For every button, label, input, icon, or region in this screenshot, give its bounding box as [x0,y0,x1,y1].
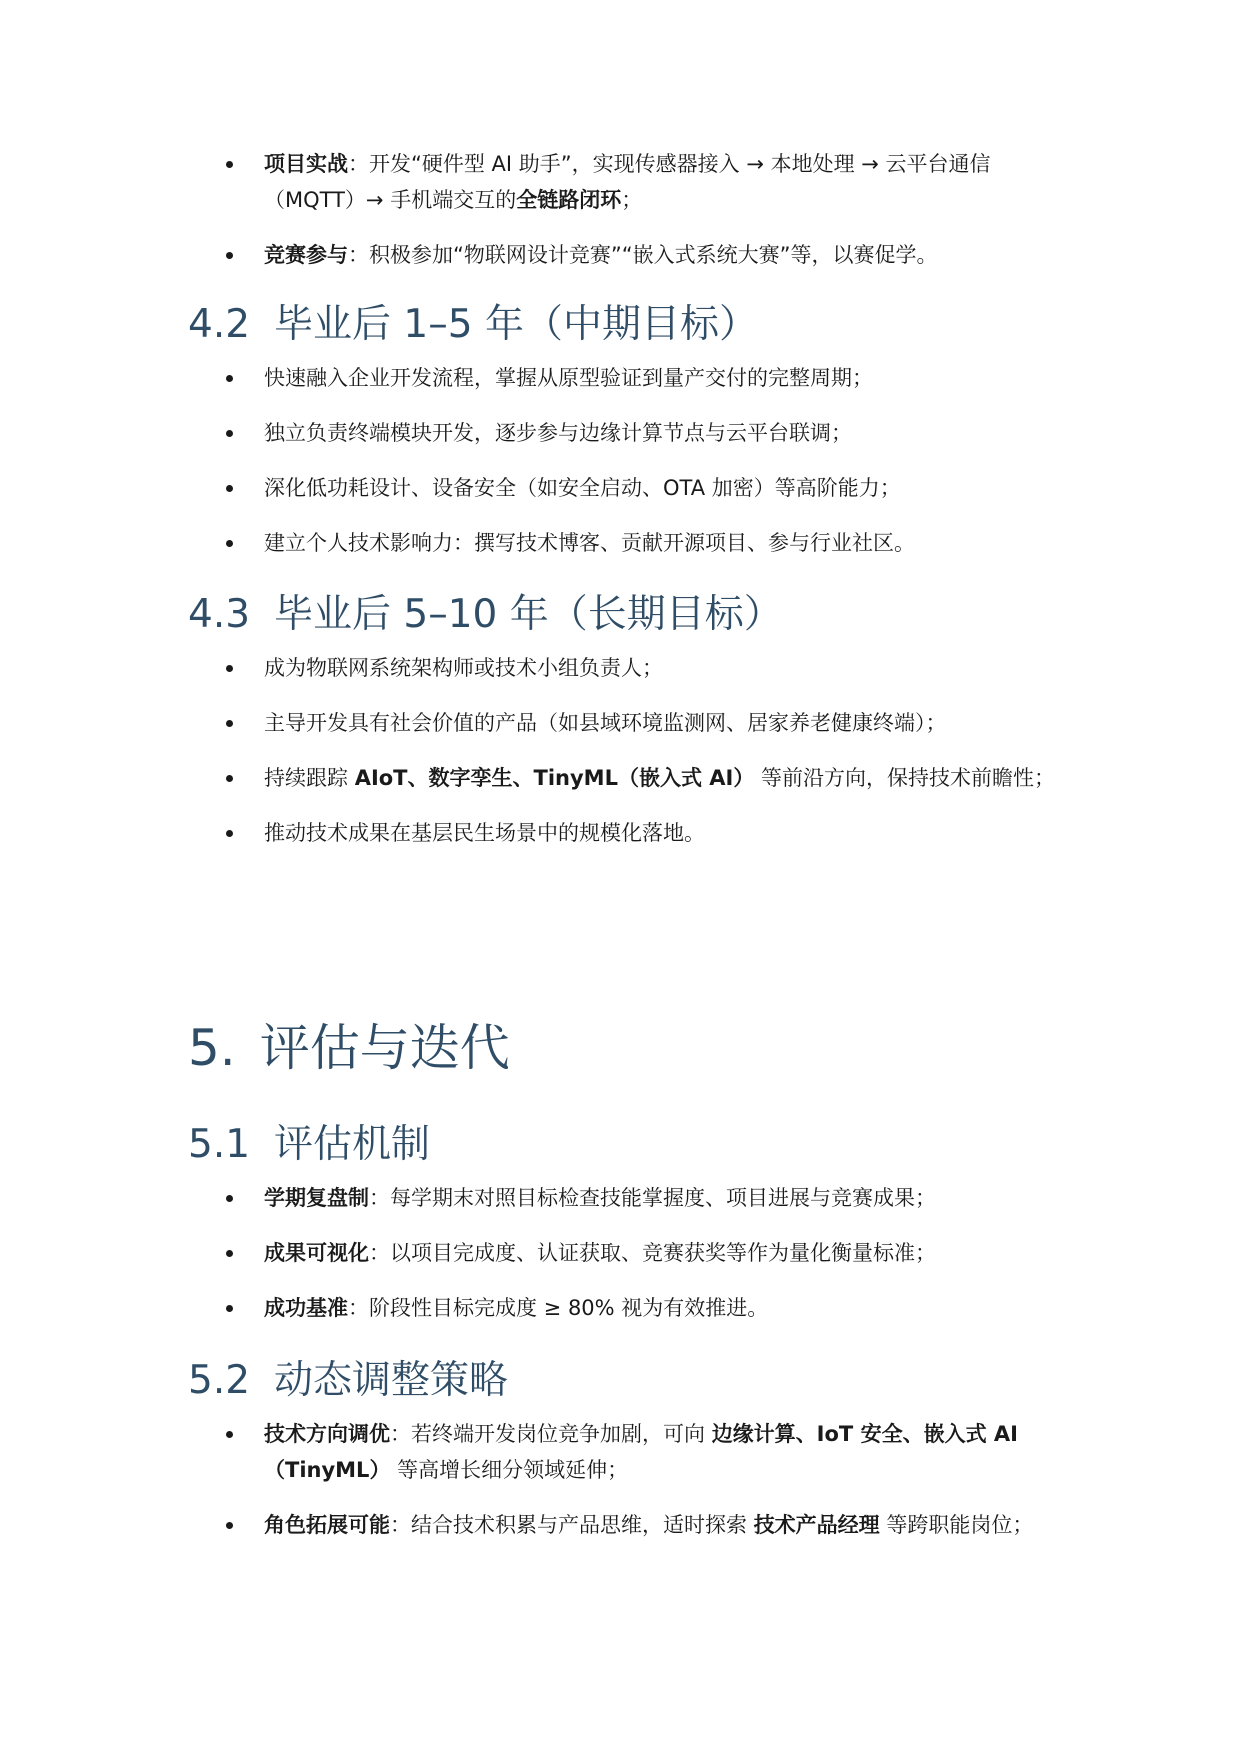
bullet-list [188,1416,1058,1543]
list-item [188,237,1058,273]
bold-term: 项目实战 [264,152,348,176]
top-bullet-section [188,146,1058,292]
item-text: ：以项目完成度、认证获取、竞赛获奖等作为量化衡量标准； [369,1241,936,1265]
bold-term: 成功基准 [264,1296,348,1320]
section-5-2 [188,1356,1058,1562]
section-heading [188,1356,1058,1406]
section-heading [188,590,1058,640]
list-item: 快速融入企业开发流程，掌握从原型验证到量产交付的完整周期； [188,360,1058,396]
item-text: ：积极参加“物联网设计竞赛”“嵌入式系统大赛”等，以赛促学。 [348,243,938,267]
list-item [188,146,1058,218]
section-heading [188,300,1058,350]
list-item: 建立个人技术影响力：撰写技术博客、贡献开源项目、参与行业社区。 [188,525,1058,561]
bold-term: 成果可视化 [264,1241,369,1265]
section-title: 毕业后 1–5 年（中期目标） [274,302,758,347]
section-5 [188,1018,1058,1078]
bold-term: AIoT、数字孪生、TinyML（嵌入式 AI） [354,766,755,790]
section-4-3 [188,590,1058,870]
item-text: 等前沿方向，保持技术前瞻性； [754,766,1056,790]
bold-term: 边缘计算、IoT 安全、嵌入式 AI（TinyML） [264,1422,1018,1482]
section-number: 4.2 [188,302,251,347]
bullet-list [188,360,1058,561]
section-number: 5.1 [188,1122,251,1167]
item-text: ：开发“硬件型 AI 助手”，实现传感器接入 → 本地处理 → 云平台通信（MQTT）→ 手机端交互的 [264,152,991,212]
chapter-heading [188,1018,1058,1078]
item-text: ：每学期末对照目标检查技能掌握度、项目进展与竞赛成果； [369,1186,936,1210]
list-item [188,1235,1058,1271]
list-item: 独立负责终端模块开发，逐步参与边缘计算节点与云平台联调； [188,415,1058,451]
bullet-list [188,146,1058,273]
section-title: 评估与迭代 [259,1019,510,1077]
bold-term: 技术产品经理 [753,1513,880,1537]
section-number: 5.2 [188,1358,251,1403]
bold-term: 竞赛参与 [264,243,348,267]
section-heading [188,1120,1058,1170]
list-item [188,760,1058,796]
list-item: 推动技术成果在基层民生场景中的规模化落地。 [188,815,1058,851]
item-text: ：阶段性目标完成度 ≥ 80% 视为有效推进。 [348,1296,769,1320]
bold-term: 技术方向调优 [264,1422,390,1446]
section-title: 毕业后 5–10 年（长期目标） [274,592,783,637]
list-item [188,1290,1058,1326]
list-item: 主导开发具有社会价值的产品（如县域环境监测网、居家养老健康终端）； [188,705,1058,741]
section-title: 评估机制 [274,1122,431,1167]
list-item: 深化低功耗设计、设备安全（如安全启动、OTA 加密）等高阶能力； [188,470,1058,506]
bullet-list [188,650,1058,851]
item-text: ：若终端开发岗位竞争加剧，可向 [390,1422,712,1446]
section-5-1 [188,1120,1058,1345]
bullet-list [188,1180,1058,1326]
item-text: 持续跟踪 [264,766,355,790]
bold-term: 全链路闭环 [516,188,622,212]
bold-term: 学期复盘制 [264,1186,369,1210]
section-number: 5. [188,1019,236,1077]
list-item: 成为物联网系统架构师或技术小组负责人； [188,650,1058,686]
list-item [188,1416,1058,1488]
section-number: 4.3 [188,592,251,637]
section-title: 动态调整策略 [274,1358,509,1403]
item-text: ：结合技术积累与产品思维，适时探索 [390,1513,754,1537]
bold-term: 角色拓展可能 [264,1513,390,1537]
list-item [188,1507,1058,1543]
section-4-2 [188,300,1058,580]
item-text: ； [621,188,643,212]
list-item [188,1180,1058,1216]
item-text: 等高增长细分领域延伸； [390,1458,629,1482]
item-text: 等跨职能岗位； [879,1513,1034,1537]
